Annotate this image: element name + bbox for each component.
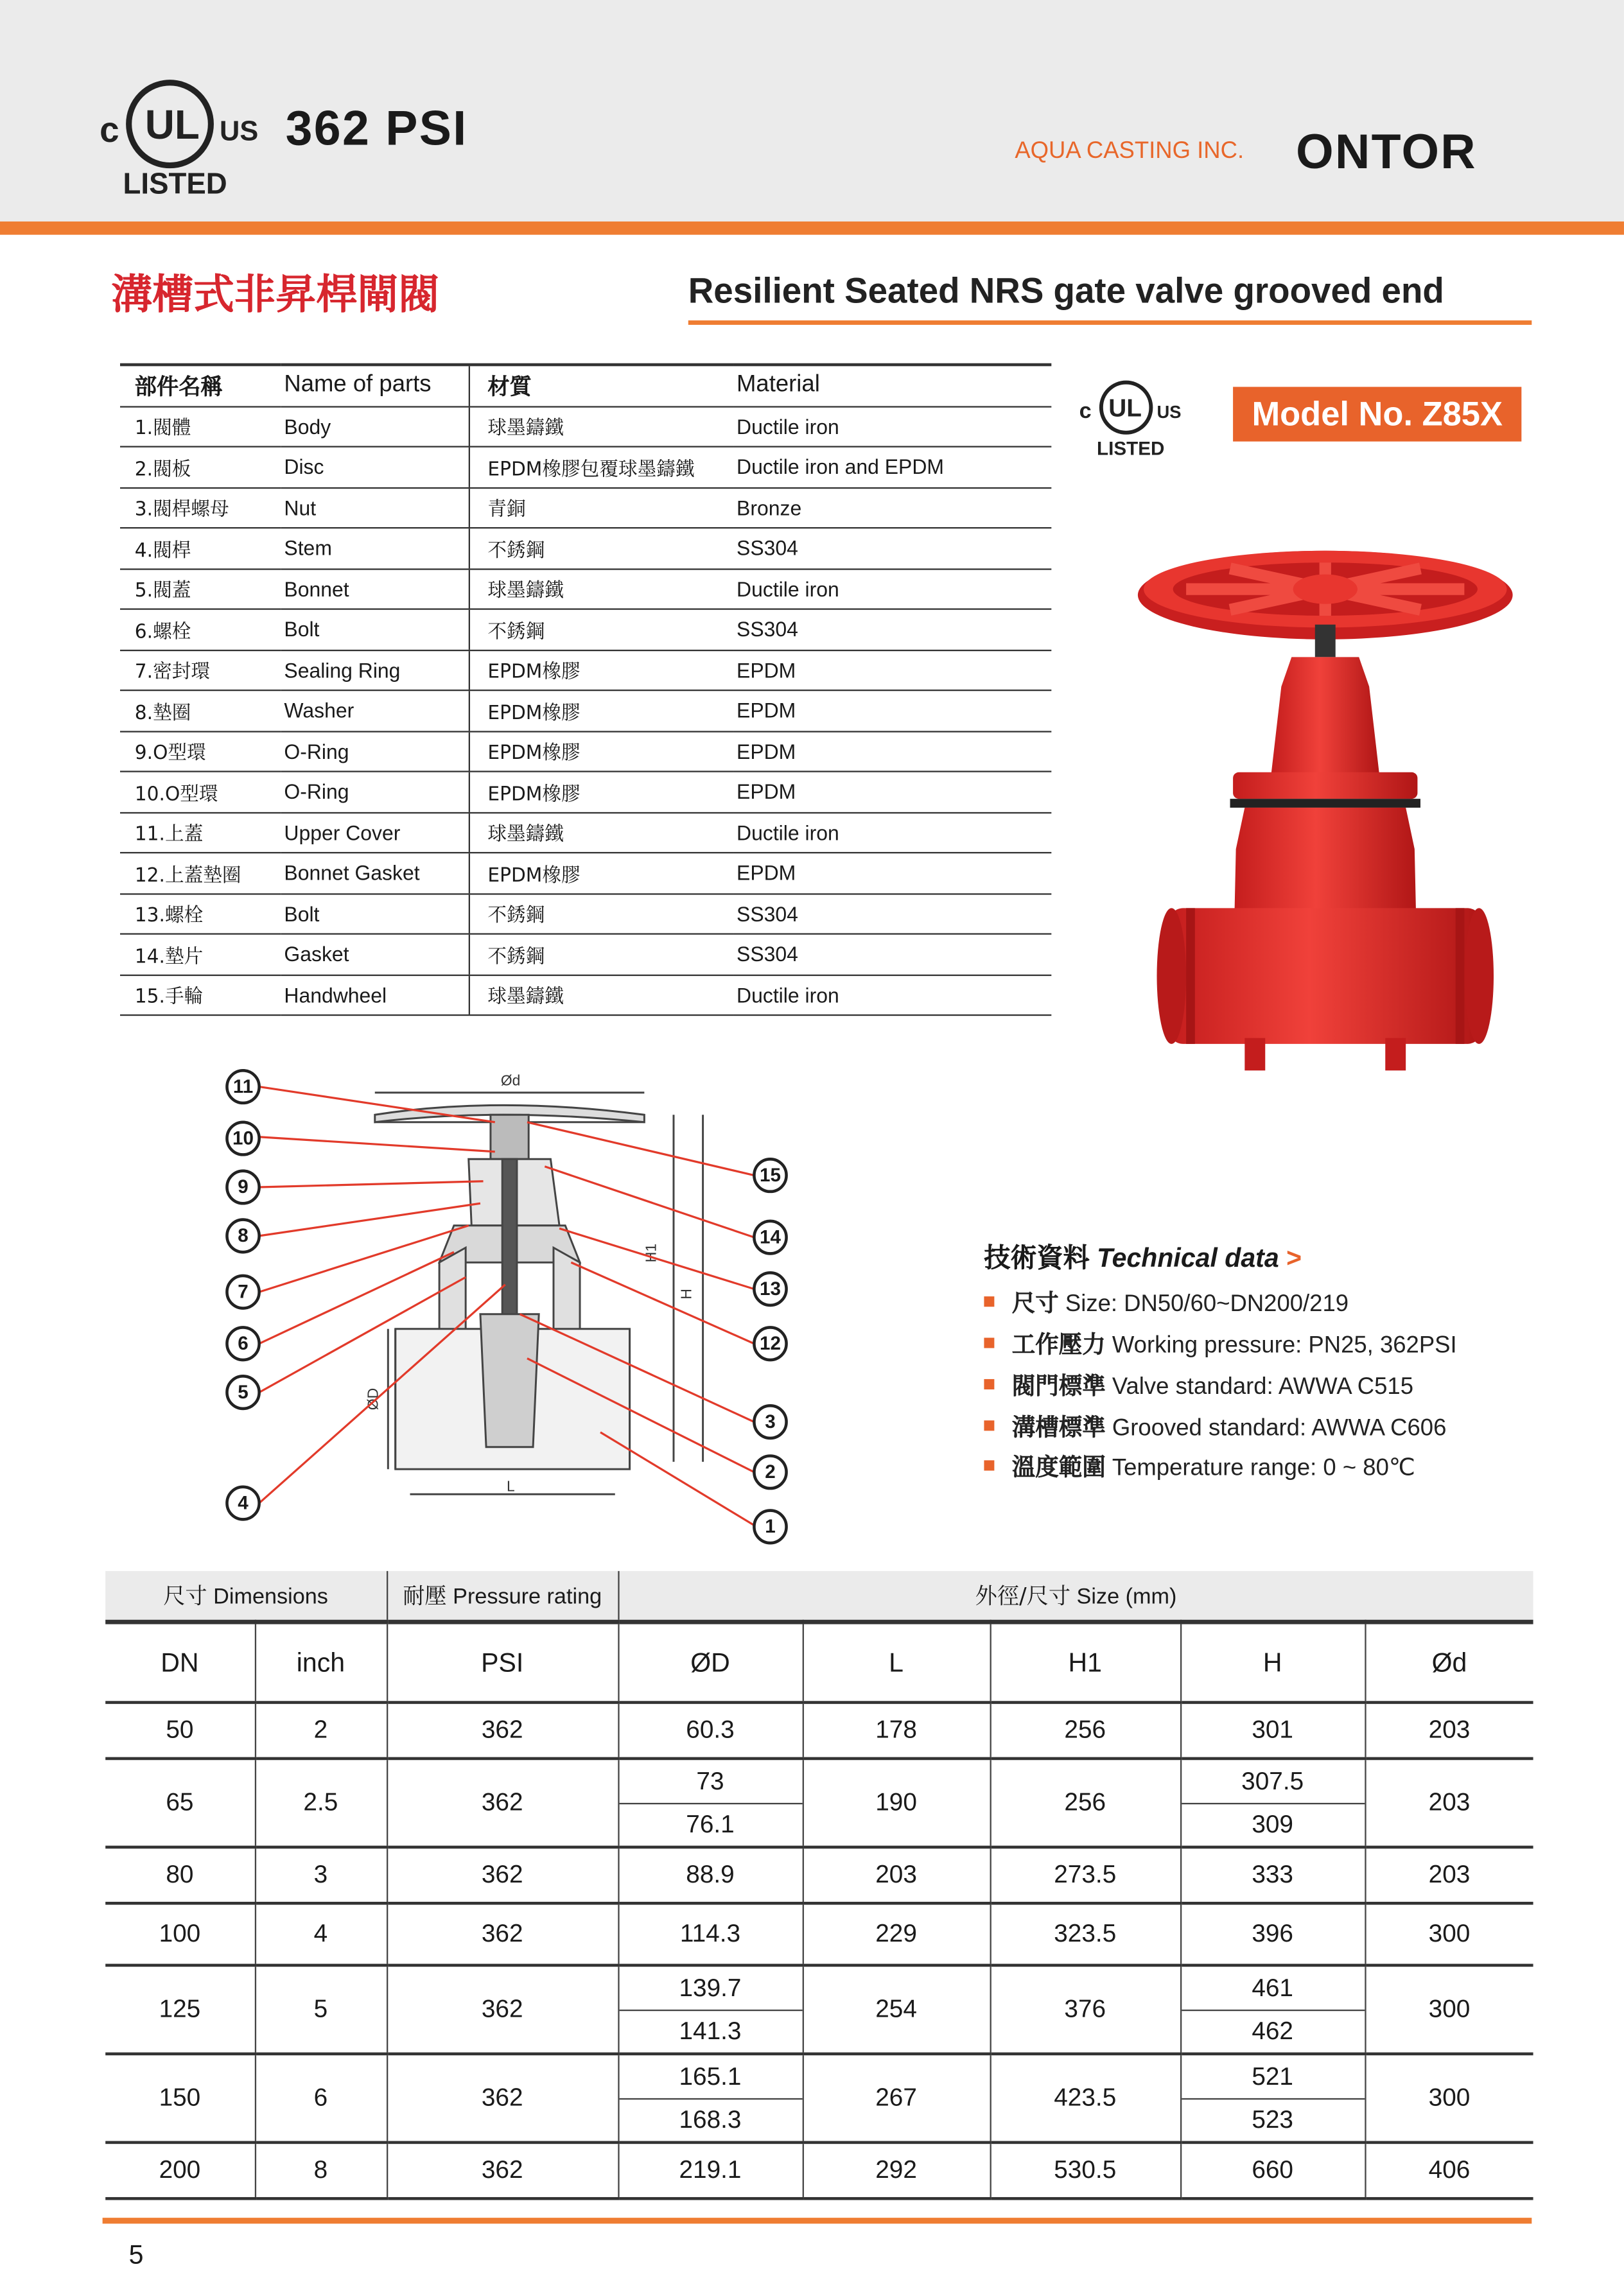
part-name-en: O-Ring: [281, 772, 469, 812]
dims-column-header-row: [105, 1622, 1533, 1702]
part-name-en: Stem: [281, 528, 469, 568]
dims-cell-inch: 8: [255, 2143, 387, 2198]
parts-table-row: [120, 731, 1051, 771]
material-cn: 球墨鑄鐵: [469, 975, 734, 1015]
col-wheel-diameter: Ød: [1365, 1622, 1533, 1702]
dims-table-row: [105, 1903, 1533, 1965]
dims-cell-inch: 5: [255, 1965, 387, 2054]
parts-table-row: [120, 609, 1051, 650]
dims-cell-psi: 362: [387, 1759, 618, 1847]
dims-cell-h1: 423.5: [990, 2054, 1180, 2143]
dims-cell-dn: 150: [105, 2054, 255, 2143]
dims-cell-h: [1180, 1965, 1365, 2054]
pressure-rating-title: 362 PSI: [285, 100, 468, 155]
dims-cell-inch: 4: [255, 1903, 387, 1965]
technical-data-item: [984, 1285, 1349, 1319]
callout-number: 9: [225, 1169, 261, 1205]
material-cn: EPDM橡膠包覆球墨鑄鐵: [469, 447, 734, 487]
tech-item-cn: 工作壓力: [1011, 1330, 1106, 1359]
col-material-cn: 材質: [469, 365, 734, 406]
part-name-cn: 12.上蓋墊圈: [120, 853, 281, 893]
dims-group-size: 外徑/尺寸 Size (mm): [618, 1571, 1533, 1622]
product-title-cn: 溝槽式非昇桿閘閥: [111, 270, 440, 319]
material-en: Ductile iron: [733, 406, 1051, 446]
dims-cell-h1: 273.5: [990, 1847, 1180, 1903]
technical-data-heading: [984, 1237, 1302, 1276]
dims-table-row: [105, 1965, 1533, 2054]
material-cn: 不銹鋼: [469, 528, 734, 568]
dims-cell-dn: 125: [105, 1965, 255, 2054]
ul-listed-small-logo-icon: [1078, 369, 1201, 467]
dims-group-dimensions: 尺寸 Dimensions: [105, 1571, 387, 1622]
col-psi: PSI: [387, 1622, 618, 1702]
part-name-en: Sealing Ring: [281, 650, 469, 690]
ul-us-mark: US: [220, 116, 259, 147]
material-en: EPDM: [733, 853, 1051, 893]
part-name-cn: 14.墊片: [120, 934, 281, 975]
dims-cell-h1: 256: [990, 1703, 1180, 1759]
parts-table-row: [120, 528, 1051, 568]
product-title-en: Resilient Seated NRS gate valve grooved end: [688, 272, 1444, 312]
dims-subcell: 521: [1181, 2056, 1364, 2099]
dims-cell-l: 229: [803, 1903, 990, 1965]
dims-subcell: 309: [1252, 1809, 1294, 1838]
tech-item-en: Grooved standard: AWWA C606: [1105, 1416, 1447, 1441]
part-name-en: Nut: [281, 487, 469, 528]
ul-c-mark: c: [100, 109, 119, 150]
callout-number: 11: [225, 1069, 261, 1104]
dims-cell-inch: 3: [255, 1847, 387, 1903]
dims-table-row: [105, 1759, 1533, 1847]
col-outer-diameter: ØD: [618, 1622, 802, 1702]
callout-number: 1: [753, 1509, 788, 1544]
dims-cell-h1: 376: [990, 1965, 1180, 2054]
dims-cell-d: 300: [1365, 1965, 1533, 2054]
dims-cell-h: [1180, 2054, 1365, 2143]
bullet-icon: [984, 1461, 994, 1471]
tech-item-cn: 尺寸: [1011, 1289, 1059, 1318]
dims-cell-d: 300: [1365, 1903, 1533, 1965]
dims-cell-d: 219.1: [618, 2143, 802, 2198]
dims-cell-l: 254: [803, 1965, 990, 2054]
dims-cell-h: 660: [1180, 2143, 1365, 2198]
callout-number: 13: [753, 1271, 788, 1307]
dims-subcell: 73: [618, 1761, 801, 1804]
tech-item-cn: 溝槽標準: [1011, 1413, 1106, 1441]
dims-subcell: 76.1: [686, 1809, 735, 1838]
parts-table-row: [120, 934, 1051, 975]
dim-label-h: H: [677, 1289, 695, 1300]
dims-subcell: 461: [1181, 1967, 1364, 2010]
material-en: Ductile iron: [733, 568, 1051, 609]
dims-cell-l: 190: [803, 1759, 990, 1847]
dims-cell-h1: 323.5: [990, 1903, 1180, 1965]
dims-cell-psi: 362: [387, 2054, 618, 2143]
bullet-icon: [984, 1421, 994, 1431]
material-en: EPDM: [733, 690, 1051, 731]
parts-table-row: [120, 650, 1051, 690]
dims-cell-psi: 362: [387, 1965, 618, 2054]
part-name-cn: 2.閥板: [120, 447, 281, 487]
dim-label-h1: H1: [642, 1243, 659, 1263]
material-en: Bronze: [733, 487, 1051, 528]
dims-cell-h: [1180, 1759, 1365, 1847]
material-en: SS304: [733, 609, 1051, 650]
dims-table-row: [105, 1847, 1533, 1903]
material-cn: EPDM橡膠: [469, 690, 734, 731]
material-cn: 不銹鋼: [469, 893, 734, 934]
material-en: EPDM: [733, 731, 1051, 771]
material-en: Ductile iron: [733, 812, 1051, 853]
material-en: EPDM: [733, 772, 1051, 812]
callout-number: 8: [225, 1218, 261, 1253]
tech-item-en: Temperature range: 0 ~ 80℃: [1105, 1456, 1415, 1481]
parts-table-row: [120, 772, 1051, 812]
dims-cell-d: 60.3: [618, 1703, 802, 1759]
part-name-cn: 6.螺栓: [120, 609, 281, 650]
part-name-en: Upper Cover: [281, 812, 469, 853]
part-name-en: O-Ring: [281, 731, 469, 771]
bullet-icon: [984, 1297, 994, 1307]
dim-label-l: L: [507, 1477, 515, 1495]
part-name-cn: 3.閥桿螺母: [120, 487, 281, 528]
dims-cell-d: 114.3: [618, 1903, 802, 1965]
col-part-name-cn: 部件名稱: [120, 365, 281, 406]
title-underline: [688, 320, 1532, 325]
technical-data-item: [984, 1409, 1446, 1443]
part-name-en: Bonnet: [281, 568, 469, 609]
material-en: SS304: [733, 934, 1051, 975]
col-h1: H1: [990, 1622, 1180, 1702]
brand-name: ONTOR: [1296, 124, 1477, 179]
parts-table-row: [120, 406, 1051, 446]
ul-mark: UL: [144, 101, 200, 148]
part-name-cn: 4.閥桿: [120, 528, 281, 568]
material-en: SS304: [733, 893, 1051, 934]
dims-subcell: 141.3: [679, 2016, 742, 2044]
tech-item-en: Size: DN50/60~DN200/219: [1058, 1292, 1349, 1318]
dims-cell-d: 203: [1365, 1703, 1533, 1759]
col-length: L: [803, 1622, 990, 1702]
tech-item-en: Working pressure: PN25, 362PSI: [1105, 1333, 1457, 1359]
parts-table-row: [120, 447, 1051, 487]
technical-data-item: [984, 1368, 1413, 1402]
dims-cell-d: [618, 2054, 802, 2143]
callout-number: 15: [753, 1158, 788, 1193]
dims-cell-h: 396: [1180, 1903, 1365, 1965]
callout-number: 3: [753, 1404, 788, 1439]
dims-cell-psi: 362: [387, 2143, 618, 2198]
dims-cell-l: 292: [803, 2143, 990, 2198]
header-accent-rule: [0, 222, 1624, 235]
page-number: 5: [128, 2239, 144, 2270]
part-name-cn: 15.手輪: [120, 975, 281, 1015]
dims-subcell: 523: [1252, 2105, 1294, 2133]
material-cn: 球墨鑄鐵: [469, 812, 734, 853]
ul-small-mark: UL: [1108, 394, 1142, 422]
dims-cell-d: 203: [1365, 1759, 1533, 1847]
technical-data-heading-en: Technical data: [1097, 1243, 1279, 1273]
dims-cell-d: 203: [1365, 1847, 1533, 1903]
technical-data-heading-cn: 技術資料: [984, 1243, 1090, 1274]
col-material-en: Material: [733, 365, 1051, 406]
part-name-en: Disc: [281, 447, 469, 487]
dims-cell-h: 301: [1180, 1703, 1365, 1759]
dims-cell-psi: 362: [387, 1903, 618, 1965]
technical-data-item: [984, 1448, 1415, 1483]
dims-cell-d: [618, 1965, 802, 2054]
material-cn: EPDM橡膠: [469, 731, 734, 771]
material-en: Ductile iron and EPDM: [733, 447, 1051, 487]
chevron-right-icon: >: [1286, 1243, 1302, 1273]
part-name-cn: 10.O型環: [120, 772, 281, 812]
callout-number: 10: [225, 1120, 261, 1156]
col-inch: inch: [255, 1622, 387, 1702]
part-name-cn: 5.閥蓋: [120, 568, 281, 609]
dims-cell-d: 300: [1365, 2054, 1533, 2143]
callout-number: 7: [225, 1274, 261, 1310]
dims-cell-h: 333: [1180, 1847, 1365, 1903]
parts-table-row: [120, 568, 1051, 609]
dims-cell-dn: 200: [105, 2143, 255, 2198]
col-h: H: [1180, 1622, 1365, 1702]
ul-small-us: US: [1157, 401, 1182, 422]
col-dn: DN: [105, 1622, 255, 1702]
part-name-en: Bonnet Gasket: [281, 853, 469, 893]
callout-number: 12: [753, 1326, 788, 1361]
material-cn: EPDM橡膠: [469, 853, 734, 893]
dims-cell-d: [618, 1759, 802, 1847]
part-name-en: Bolt: [281, 609, 469, 650]
tech-item-en: Valve standard: AWWA C515: [1105, 1375, 1414, 1400]
part-name-cn: 9.O型環: [120, 731, 281, 771]
dims-subcell: 307.5: [1181, 1761, 1364, 1804]
parts-table-header: [120, 365, 1051, 406]
model-number-badge: Model No. Z85X: [1233, 387, 1521, 442]
parts-table-row: [120, 893, 1051, 934]
material-cn: 不銹鋼: [469, 934, 734, 975]
material-cn: 球墨鑄鐵: [469, 406, 734, 446]
parts-table-row: [120, 975, 1051, 1015]
dim-label-od: Ød: [500, 1072, 521, 1089]
part-name-cn: 1.閥體: [120, 406, 281, 446]
footer-accent-rule: [103, 2218, 1532, 2223]
dims-cell-l: 178: [803, 1703, 990, 1759]
dims-cell-dn: 80: [105, 1847, 255, 1903]
parts-table-row: [120, 690, 1051, 731]
bullet-icon: [984, 1380, 994, 1390]
material-cn: EPDM橡膠: [469, 650, 734, 690]
dims-cell-dn: 50: [105, 1703, 255, 1759]
callout-number: 2: [753, 1454, 788, 1490]
dims-cell-inch: 6: [255, 2054, 387, 2143]
callout-number: 4: [225, 1485, 261, 1520]
dims-subcell: 165.1: [618, 2056, 801, 2099]
dims-group-pressure: 耐壓 Pressure rating: [387, 1571, 618, 1622]
tech-item-cn: 溫度範圍: [1011, 1452, 1106, 1481]
callout-number: 14: [753, 1220, 788, 1255]
part-name-cn: 8.墊圈: [120, 690, 281, 731]
part-name-cn: 13.螺栓: [120, 893, 281, 934]
material-en: SS304: [733, 528, 1051, 568]
part-name-en: Body: [281, 406, 469, 446]
dims-table-row: [105, 1703, 1533, 1759]
dims-cell-d: 406: [1365, 2143, 1533, 2198]
dims-group-header-row: [105, 1571, 1533, 1622]
dimensions-table: [105, 1571, 1533, 2200]
dims-cell-l: 203: [803, 1847, 990, 1903]
dims-cell-psi: 362: [387, 1703, 618, 1759]
material-en: EPDM: [733, 650, 1051, 690]
material-en: Ductile iron: [733, 975, 1051, 1015]
material-cn: 不銹鋼: [469, 609, 734, 650]
dims-cell-inch: 2.5: [255, 1759, 387, 1847]
dims-cell-d: 88.9: [618, 1847, 802, 1903]
material-cn: 球墨鑄鐵: [469, 568, 734, 609]
dims-subcell: 168.3: [679, 2105, 742, 2133]
dims-cell-dn: 100: [105, 1903, 255, 1965]
ul-listed-logo-icon: [94, 56, 270, 204]
dims-cell-h1: 256: [990, 1759, 1180, 1847]
part-name-cn: 11.上蓋: [120, 812, 281, 853]
dims-cell-dn: 65: [105, 1759, 255, 1847]
dims-table-row: [105, 2143, 1533, 2198]
callout-number: 5: [225, 1375, 261, 1410]
material-cn: 青銅: [469, 487, 734, 528]
callout-number: 6: [225, 1326, 261, 1361]
bullet-icon: [984, 1338, 994, 1348]
part-name-en: Handwheel: [281, 975, 469, 1015]
dims-cell-psi: 362: [387, 1847, 618, 1903]
dims-cell-l: 267: [803, 2054, 990, 2143]
ul-small-listed: LISTED: [1097, 438, 1165, 460]
dims-subcell: 462: [1252, 2016, 1294, 2044]
dims-cell-inch: 2: [255, 1703, 387, 1759]
part-name-en: Gasket: [281, 934, 469, 975]
parts-table-row: [120, 853, 1051, 893]
valve-cross-section-drawing: [220, 1063, 805, 1558]
parts-table-row: [120, 487, 1051, 528]
part-name-en: Washer: [281, 690, 469, 731]
gate-valve-photo: [1128, 539, 1523, 1085]
dim-label-d: ØD: [364, 1387, 381, 1411]
part-name-en: Bolt: [281, 893, 469, 934]
part-name-cn: 7.密封環: [120, 650, 281, 690]
dims-subcell: 139.7: [618, 1967, 801, 2010]
company-name: AQUA CASTING INC.: [1015, 139, 1244, 164]
parts-material-table: [120, 363, 1051, 1016]
parts-table-row: [120, 812, 1051, 853]
col-part-name-en: Name of parts: [281, 365, 469, 406]
ul-listed-label: LISTED: [123, 167, 227, 200]
technical-data-item: [984, 1326, 1456, 1360]
dims-table-row: [105, 2054, 1533, 2143]
dims-cell-h1: 530.5: [990, 2143, 1180, 2198]
ul-small-c: c: [1079, 398, 1092, 423]
material-cn: EPDM橡膠: [469, 772, 734, 812]
tech-item-cn: 閥門標準: [1011, 1371, 1106, 1400]
